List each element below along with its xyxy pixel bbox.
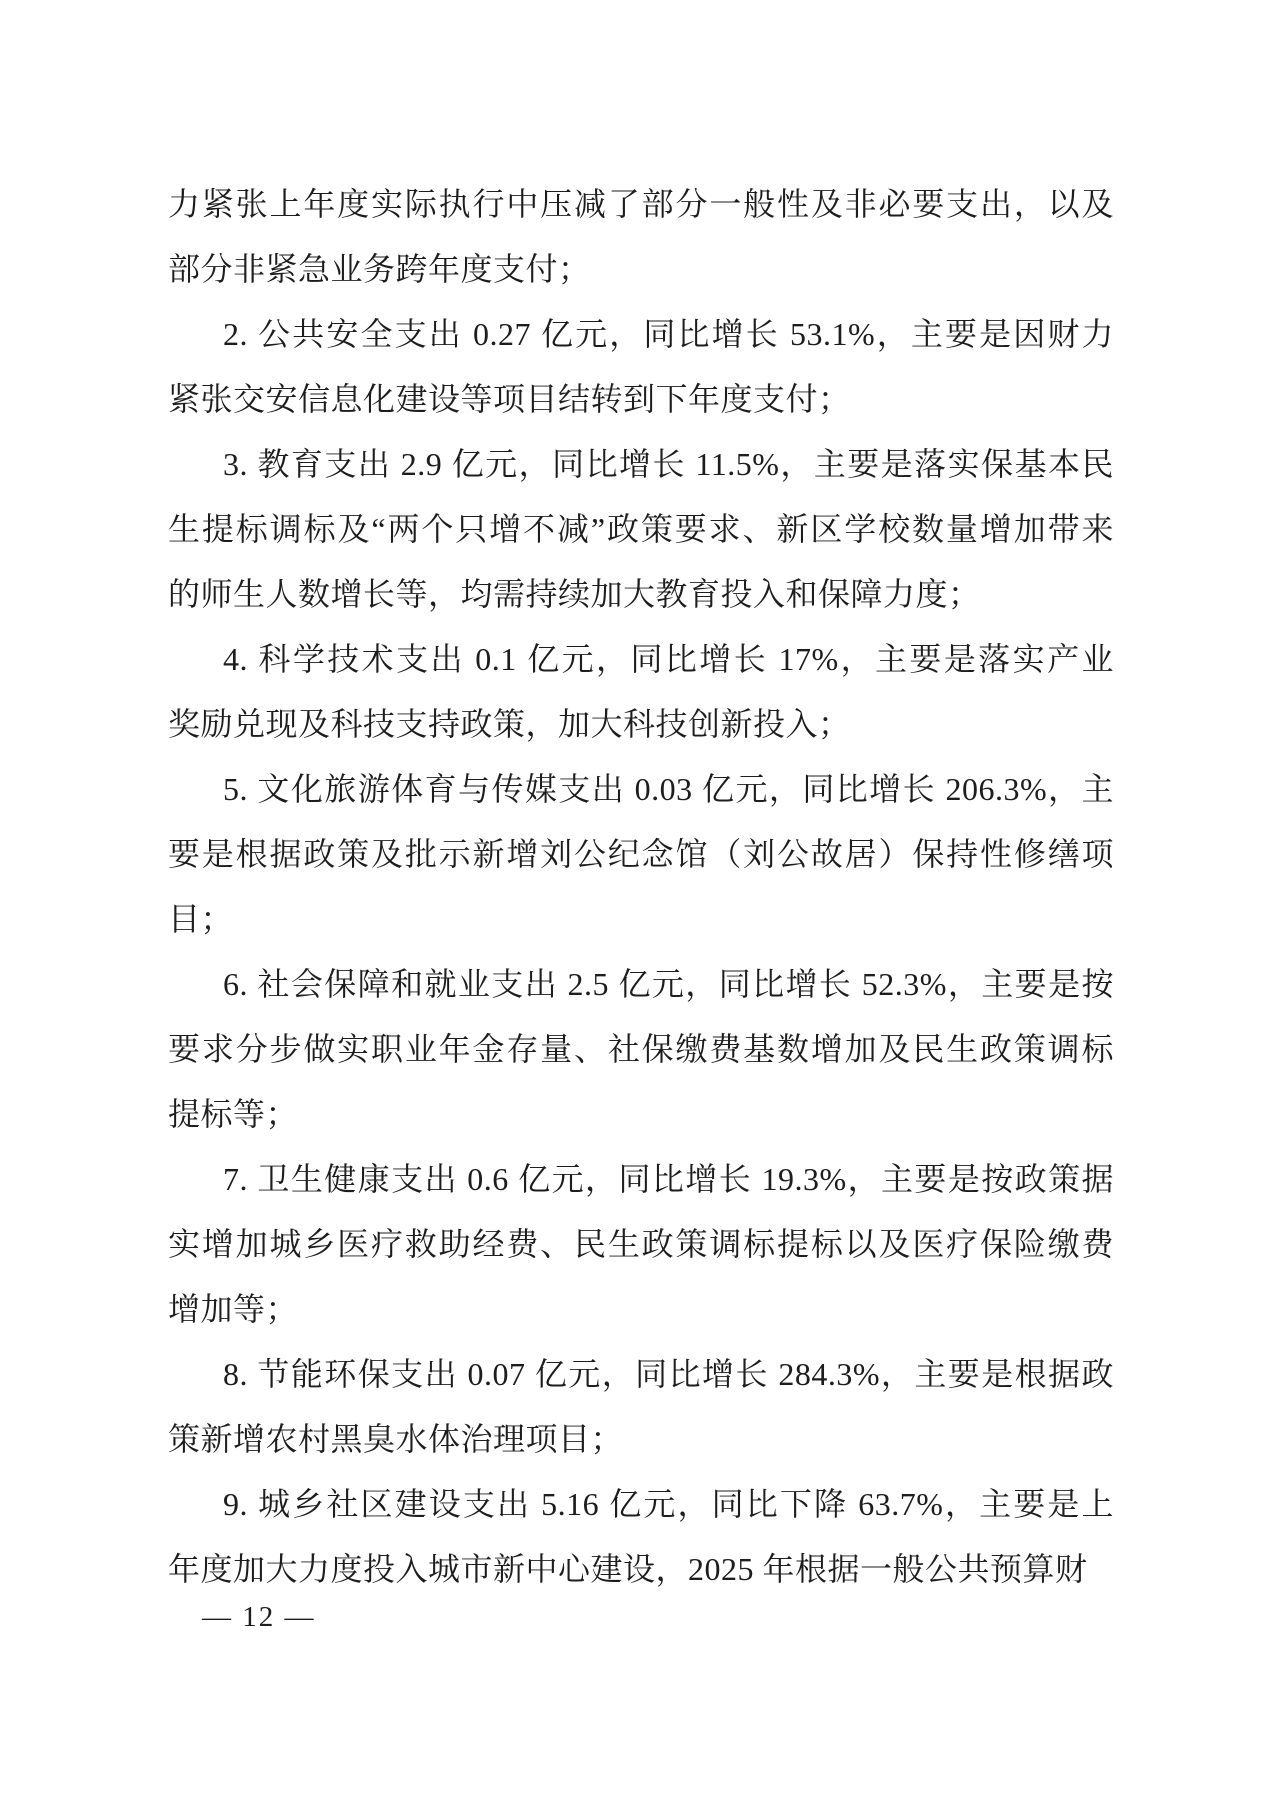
paragraph [168, 627, 1114, 757]
text-line: 提标等； [168, 1096, 299, 1132]
text-line: 要是根据政策及批示新增刘公纪念馆（刘公故居）保持性修缮项 [168, 836, 1114, 872]
text-line: 紧张交安信息化建设等项目结转到下年度支付； [168, 381, 851, 417]
page-number-text: — 12 — [202, 1601, 316, 1633]
text-line: 要求分步做实职业年金存量、社保缴费基数增加及民生政策调标 [168, 1031, 1114, 1067]
text-line: 实增加城乡医疗救助经费、民生政策调标提标以及医疗保险缴费 [168, 1226, 1114, 1262]
text-line: 6. 社会保障和就业支出 2.5 亿元，同比增长 52.3%，主要是按 [223, 966, 1114, 1002]
text-line: 3. 教育支出 2.9 亿元，同比增长 11.5%，主要是落实保基本民 [223, 446, 1114, 482]
paragraph [168, 172, 1114, 302]
text-line: 5. 文化旅游体育与传媒支出 0.03 亿元，同比增长 206.3%，主 [223, 771, 1114, 807]
paragraph [168, 1147, 1114, 1342]
text-line: 7. 卫生健康支出 0.6 亿元，同比增长 19.3%，主要是按政策据 [223, 1161, 1114, 1197]
text-line: 部分非紧急业务跨年度支付； [168, 251, 591, 287]
text-line: 9. 城乡社区建设支出 5.16 亿元，同比下降 63.7%，主要是上 [223, 1486, 1114, 1522]
text-line: 年度加大力度投入城市新中心建设，2025 年根据一般公共预算财 [168, 1551, 1088, 1587]
text-line: 8. 节能环保支出 0.07 亿元，同比增长 284.3%，主要是根据政 [223, 1356, 1114, 1392]
paragraph [168, 432, 1114, 627]
text-line: 4. 科学技术支出 0.1 亿元，同比增长 17%，主要是落实产业 [223, 641, 1114, 677]
paragraph [168, 757, 1114, 952]
paragraph [168, 302, 1114, 432]
page-number [202, 1600, 316, 1634]
text-line: 目； [168, 901, 234, 937]
paragraph [168, 952, 1114, 1147]
text-line: 策新增农村黑臭水体治理项目； [168, 1421, 624, 1457]
text-line: 2. 公共安全支出 0.27 亿元，同比增长 53.1%，主要是因财力 [223, 316, 1114, 352]
paragraph [168, 1472, 1114, 1602]
text-line: 增加等； [168, 1291, 299, 1327]
text-line: 奖励兑现及科技支持政策，加大科技创新投入； [168, 706, 851, 742]
paragraph [168, 1342, 1114, 1472]
text-line: 的师生人数增长等，均需持续加大教育投入和保障力度； [168, 576, 981, 612]
text-line: 生提标调标及“两个只增不减”政策要求、新区学校数量增加带来 [168, 511, 1114, 547]
text-line: 力紧张上年度实际执行中压减了部分一般性及非必要支出，以及 [168, 186, 1114, 222]
document-body [168, 172, 1114, 1602]
